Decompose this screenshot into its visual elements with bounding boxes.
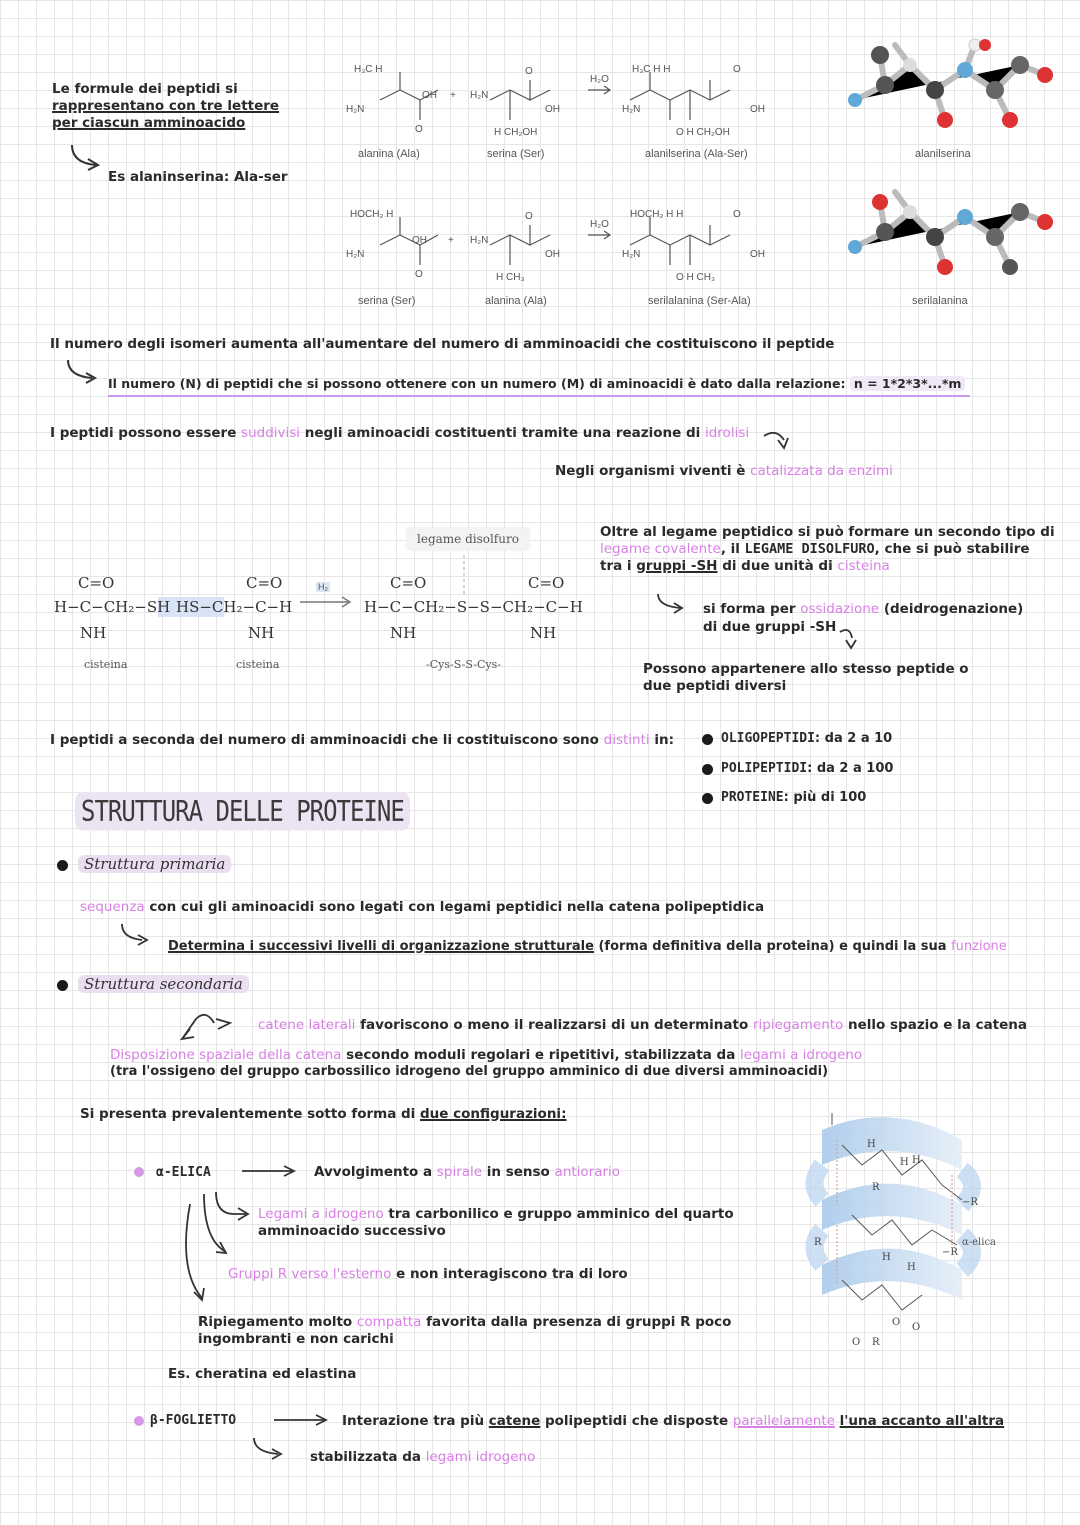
hydrolysis-line-1: I peptidi possono essere suddivisi negli aminoacidi costituenti tramite una reazione di idrolisi bbox=[50, 425, 750, 441]
disulfide-form-2: di due gruppi -SH bbox=[703, 619, 837, 635]
curved-arrow-icon bbox=[176, 1005, 236, 1045]
svg-text:OH: OH bbox=[545, 104, 560, 115]
molecule-model-2-label: serilalanina bbox=[912, 295, 968, 307]
svg-text:OH: OH bbox=[750, 104, 765, 115]
secondary-side-chains: catene laterali favoriscono o meno il realizzarsi di un determinato ripiegamento nello spazio e la catena bbox=[258, 1017, 1028, 1033]
cysteine-label-a: cisteina bbox=[84, 658, 128, 671]
dashed-pointer bbox=[462, 555, 466, 595]
disulfide-text-3: tra i gruppi -SH di due unità di cisteina bbox=[600, 558, 890, 574]
alpha-line-4: Ripiegamento molto compatta favorita dalla presenza di gruppi R poco bbox=[198, 1314, 732, 1330]
reaction-2-product-label: serilalanina (Ser-Ala) bbox=[648, 295, 751, 307]
co-group-3: C=O bbox=[390, 574, 427, 592]
disulfide-text-2: legame covalente, il LEGAME DISOLFURO, che si può stabilire bbox=[600, 541, 1030, 557]
primary-line-2: Determina i successivi livelli di organizzazione strutturale (forma definitiva della proteina) e quindi la sua funzione bbox=[168, 939, 1007, 954]
svg-text:O H CH₂OH: O H CH₂OH bbox=[676, 127, 730, 138]
molecule-model-1-label: alanilserina bbox=[915, 148, 971, 160]
primary-line-1: sequenza con cui gli aminoacidi sono legati con legami peptidici nella catena polipeptidica bbox=[80, 899, 765, 915]
beta-name: β-FOGLIETTO bbox=[150, 1413, 237, 1428]
svg-text:OH: OH bbox=[750, 249, 765, 260]
svg-text:OH: OH bbox=[412, 235, 427, 246]
reaction-1-left-label: alanina (Ala) bbox=[358, 148, 420, 160]
svg-text:H: H bbox=[900, 1157, 909, 1168]
secondary-disposition: Disposizione spaziale della catena secondo moduli regolari e ripetitivi, stabilizzata da legami a idrogeno bbox=[110, 1047, 863, 1063]
classes-intro: I peptidi a seconda del numero di amminoacidi che li costituiscono sono distinti in: bbox=[50, 732, 674, 748]
bullet bbox=[134, 1167, 144, 1177]
nh-group-2: NH bbox=[248, 624, 275, 642]
arrow-icon bbox=[762, 428, 792, 454]
reaction-arrow bbox=[300, 590, 355, 610]
secondary-two-configs: Si presenta prevalentemente sotto forma di due configurazioni: bbox=[80, 1106, 567, 1122]
svg-text:H CH₃: H CH₃ bbox=[496, 272, 525, 283]
alpha-image-label: α-elica bbox=[962, 1237, 997, 1248]
alpha-line-2: Legami a idrogeno tra carbonilico e gruppo amminico del quarto bbox=[258, 1206, 734, 1222]
alpha-example: Es. cheratina ed elastina bbox=[168, 1366, 357, 1382]
svg-text:H₂N: H₂N bbox=[622, 249, 641, 260]
svg-text:OH: OH bbox=[422, 90, 437, 101]
svg-text:HOCH₂ H H: HOCH₂ H H bbox=[630, 209, 684, 220]
svg-text:H: H bbox=[907, 1262, 916, 1273]
svg-text:HOCH₂ H: HOCH₂ H bbox=[350, 209, 394, 220]
svg-text:O: O bbox=[733, 64, 741, 75]
arrow-icon bbox=[240, 1163, 300, 1179]
primary-title: Struttura primaria bbox=[78, 855, 231, 873]
disulfide-text-1: Oltre al legame peptidico si può formare un secondo tipo di bbox=[600, 524, 1055, 540]
alpha-line-2b: amminoacido successivo bbox=[258, 1223, 446, 1239]
svg-text:O: O bbox=[415, 269, 423, 280]
reaction-2-mid-label: alanina (Ala) bbox=[485, 295, 547, 307]
class-item-2: POLIPEPTIDI: da 2 a 100 bbox=[721, 761, 894, 776]
reagent-label: H₂ bbox=[318, 582, 328, 592]
svg-text:H₂O: H₂O bbox=[590, 219, 609, 230]
isomers-formula: n = 1*2*3*...*m bbox=[850, 376, 966, 391]
svg-text:H₃C H H: H₃C H H bbox=[632, 64, 671, 75]
cysteine-label-b: cisteina bbox=[236, 658, 280, 671]
svg-text:H₂O: H₂O bbox=[590, 74, 609, 85]
svg-text:R: R bbox=[872, 1337, 880, 1348]
arrow-icon bbox=[838, 628, 864, 654]
svg-text:H₂N: H₂N bbox=[346, 104, 365, 115]
co-group-4: C=O bbox=[528, 574, 565, 592]
bullet bbox=[134, 1416, 144, 1426]
svg-text:R: R bbox=[872, 1182, 880, 1193]
svg-text:O: O bbox=[852, 1337, 861, 1348]
secondary-disposition-detail: (tra l'ossigeno del gruppo carbossilico idrogeno del gruppo amminico di due diversi amminoacidi) bbox=[110, 1064, 829, 1079]
disulfide-belong-2: due peptidi diversi bbox=[643, 678, 787, 694]
nh-group-1: NH bbox=[80, 624, 107, 642]
hydrolysis-line-2: Negli organismi viventi è catalizzata da enzimi bbox=[555, 463, 893, 479]
intro-line-1: Le formule dei peptidi si bbox=[52, 81, 238, 97]
isomers-line-1: Il numero degli isomeri aumenta all'aumentare del numero di amminoacidi che costituiscono il peptide bbox=[50, 336, 835, 352]
alpha-helix-illustration bbox=[812, 1105, 982, 1360]
arrow-icon bbox=[272, 1412, 332, 1428]
isomers-line-2: Il numero (N) di peptidi che si possono ottenere con un numero (M) di aminoacidi è dato dalla relazione: n = 1*2*3*...*m bbox=[108, 375, 970, 397]
class-item-3: PROTEINE: più di 100 bbox=[721, 790, 867, 805]
intro-example: Es alaninserina: Ala-ser bbox=[108, 169, 288, 185]
svg-text:H: H bbox=[867, 1139, 876, 1150]
beta-line-1: Interazione tra più catene polipeptidi che disposte parallelamente l'una accanto all'altra bbox=[342, 1413, 1005, 1429]
alpha-line-3: Gruppi R verso l'esterno e non interagiscono tra di loro bbox=[228, 1266, 628, 1282]
svg-text:H CH₂OH: H CH₂OH bbox=[494, 127, 538, 138]
alpha-name: α-ELICA bbox=[156, 1165, 211, 1180]
reaction-1-mid-label: serina (Ser) bbox=[487, 148, 545, 160]
svg-text:O: O bbox=[733, 209, 741, 220]
nh-group-4: NH bbox=[530, 624, 557, 642]
svg-text:O: O bbox=[525, 66, 533, 77]
svg-text:+: + bbox=[450, 90, 456, 101]
bullet bbox=[702, 734, 713, 745]
arrow-icon bbox=[66, 143, 106, 173]
svg-text:H: H bbox=[882, 1252, 891, 1263]
svg-text:O: O bbox=[525, 211, 533, 222]
co-group-1: C=O bbox=[78, 574, 115, 592]
svg-text:O: O bbox=[912, 1322, 921, 1333]
reaction-1-formulas bbox=[340, 60, 800, 150]
reaction-2-formulas bbox=[340, 205, 800, 295]
cystine-label: -Cys-S-S-Cys- bbox=[426, 658, 502, 671]
nh-group-3: NH bbox=[390, 624, 417, 642]
svg-text:−R: −R bbox=[942, 1247, 958, 1258]
arrow-icon bbox=[654, 592, 694, 616]
svg-text:H₂N: H₂N bbox=[622, 104, 641, 115]
svg-text:H₂N: H₂N bbox=[470, 90, 489, 101]
svg-text:−R: −R bbox=[962, 1197, 978, 1208]
alpha-line-1: Avvolgimento a spirale in senso antiorario bbox=[314, 1164, 621, 1180]
svg-text:H₃C H: H₃C H bbox=[354, 64, 383, 75]
arrow-icon bbox=[250, 1436, 294, 1462]
svg-text:R: R bbox=[814, 1237, 822, 1248]
svg-text:OH: OH bbox=[545, 249, 560, 260]
disulfide-form-1: si forma per ossidazione (deidrogenazione) bbox=[703, 601, 1024, 617]
bullet bbox=[702, 793, 713, 804]
reaction-1-product-label: alanilserina (Ala-Ser) bbox=[645, 148, 748, 160]
co-group-2: C=O bbox=[246, 574, 283, 592]
svg-text:+: + bbox=[448, 235, 454, 246]
cystine-product-formula: H−C−CH₂−S−S−CH₂−C−H bbox=[364, 598, 583, 616]
secondary-title: Struttura secondaria bbox=[78, 975, 249, 993]
cysteine-left-formula: H−C−CH₂−SH bbox=[54, 598, 171, 616]
svg-text:O H CH₃: O H CH₃ bbox=[676, 272, 716, 283]
svg-text:H₂N: H₂N bbox=[346, 249, 365, 260]
svg-text:H: H bbox=[912, 1155, 921, 1166]
disulfide-badge: legame disolfuro bbox=[407, 528, 529, 550]
alpha-line-4b: ingombranti e non carichi bbox=[198, 1331, 394, 1347]
svg-text:O: O bbox=[892, 1317, 901, 1328]
svg-text:H₂N: H₂N bbox=[470, 235, 489, 246]
reaction-2-left-label: serina (Ser) bbox=[358, 295, 416, 307]
section-title: STRUTTURA DELLE PROTEINE bbox=[75, 792, 410, 830]
bullet bbox=[57, 980, 68, 991]
beta-line-2: stabilizzata da legami idrogeno bbox=[310, 1449, 536, 1465]
arrow-icon bbox=[64, 358, 104, 388]
arrow-icon bbox=[118, 922, 158, 950]
cysteine-right-formula: HS−CH₂−C−H bbox=[176, 598, 293, 616]
intro-line-2: rappresentano con tre lettere bbox=[52, 98, 280, 114]
svg-text:O: O bbox=[415, 124, 423, 135]
disulfide-belong-1: Possono appartenere allo stesso peptide o bbox=[643, 661, 969, 677]
class-item-1: OLIGOPEPTIDI: da 2 a 10 bbox=[721, 731, 893, 746]
bullet bbox=[702, 764, 713, 775]
molecule-model-serilalanina bbox=[835, 182, 1055, 292]
intro-line-3: per ciascun amminoacido bbox=[52, 115, 246, 131]
bullet bbox=[57, 860, 68, 871]
molecule-model-alanilserina bbox=[835, 35, 1055, 145]
